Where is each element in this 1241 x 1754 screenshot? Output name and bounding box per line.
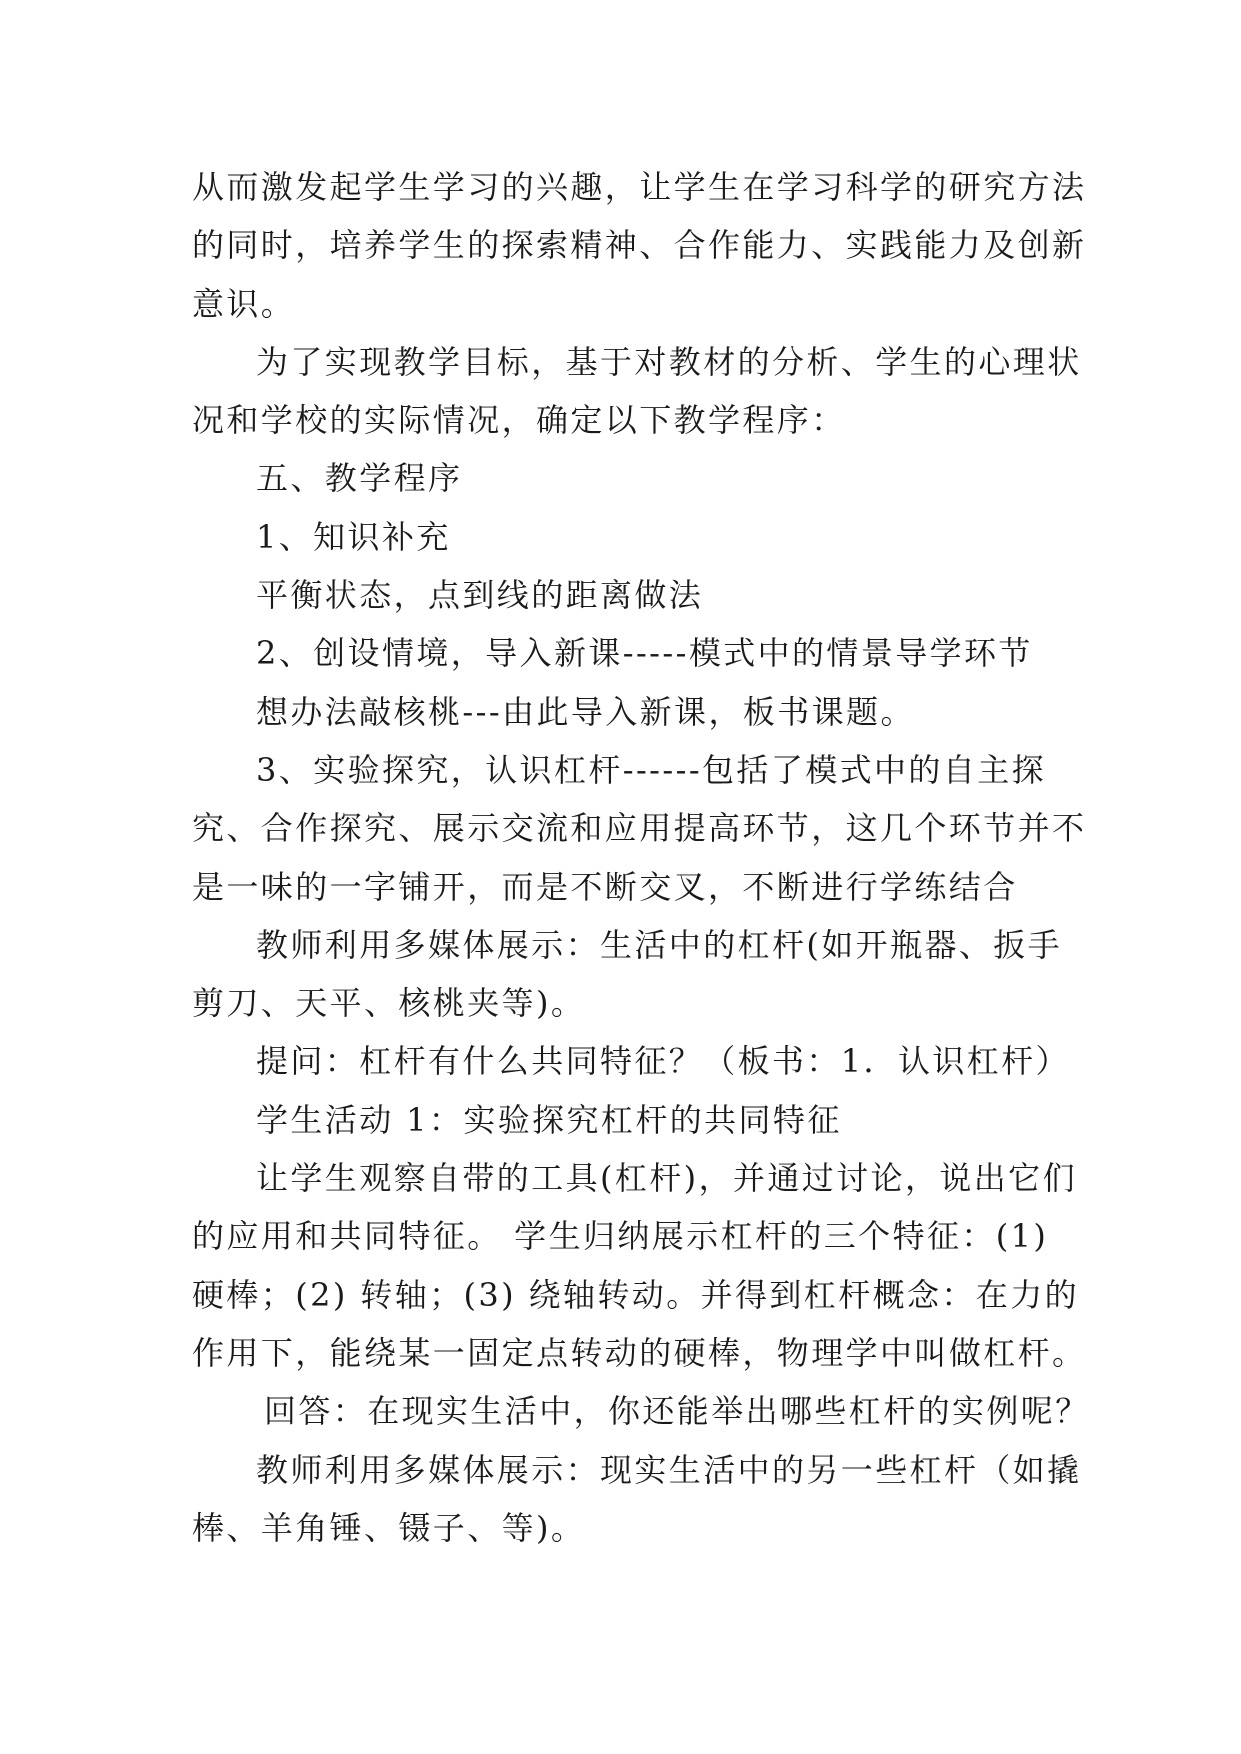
text-line: 从而激发起学生学习的兴趣，让学生在学习科学的研究方法 <box>192 168 1087 206</box>
text-line: 平衡状态，点到线的距离做法 <box>256 576 704 615</box>
text-line: 教师利用多媒体展示：生活中的杠杆(如开瓶器、扳手 <box>256 925 1063 964</box>
text-line: 回答：在现实生活中，你还能举出哪些杠杆的实例呢？ <box>264 1392 1090 1431</box>
subsection-heading: 2、创设情境，导入新课-----模式中的情景导学环节 <box>256 634 1033 673</box>
text-line: 棒、羊角锤、镊子、等)。 <box>192 1508 586 1547</box>
text-line: 剪刀、天平、核桃夹等)。 <box>192 984 586 1023</box>
text-line: 意识。 <box>192 284 296 323</box>
subsection-heading: 1、知识补充 <box>256 517 451 556</box>
section-heading: 五、教学程序 <box>256 459 463 498</box>
text-line: 想办法敲核桃---由此导入新课，板书课题。 <box>256 692 915 731</box>
text-line: 让学生观察自带的工具(杠杆)，并通过讨论，说出它们 <box>256 1159 1077 1198</box>
text-line: 为了实现教学目标，基于对教材的分析、学生的心理状 <box>256 342 1082 381</box>
document-body <box>192 158 1090 1557</box>
text-line: 作用下，能绕某一固定点转动的硬棒，物理学中叫做杠杆。 <box>192 1333 1087 1372</box>
text-line: 提问：杠杆有什么共同特征？（板书：1．认识杠杆） <box>256 1042 1070 1081</box>
subsection-heading: 3、实验探究，认识杠杆------包括了模式中的自主探 <box>256 750 1047 789</box>
text-line: 况和学校的实际情况，确定以下教学程序： <box>192 401 846 440</box>
text-line: 学生活动 1：实验探究杠杆的共同特征 <box>256 1100 842 1139</box>
text-line: 教师利用多媒体展示：现实生活中的另一些杠杆（如撬 <box>256 1450 1082 1489</box>
text-line: 硬棒；(2) 转轴；(3) 绕轴转动。并得到杠杆概念：在力的 <box>192 1275 1080 1314</box>
text-line: 是一味的一字铺开，而是不断交叉，不断进行学练结合 <box>192 867 1018 906</box>
text-line: 的同时，培养学生的探索精神、合作能力、实践能力及创新 <box>192 226 1087 265</box>
text-line: 的应用和共同特征。 学生归纳展示杠杆的三个特征：(1) <box>192 1217 1049 1256</box>
text-line: 究、合作探究、展示交流和应用提高环节，这几个环节并不 <box>192 809 1087 848</box>
